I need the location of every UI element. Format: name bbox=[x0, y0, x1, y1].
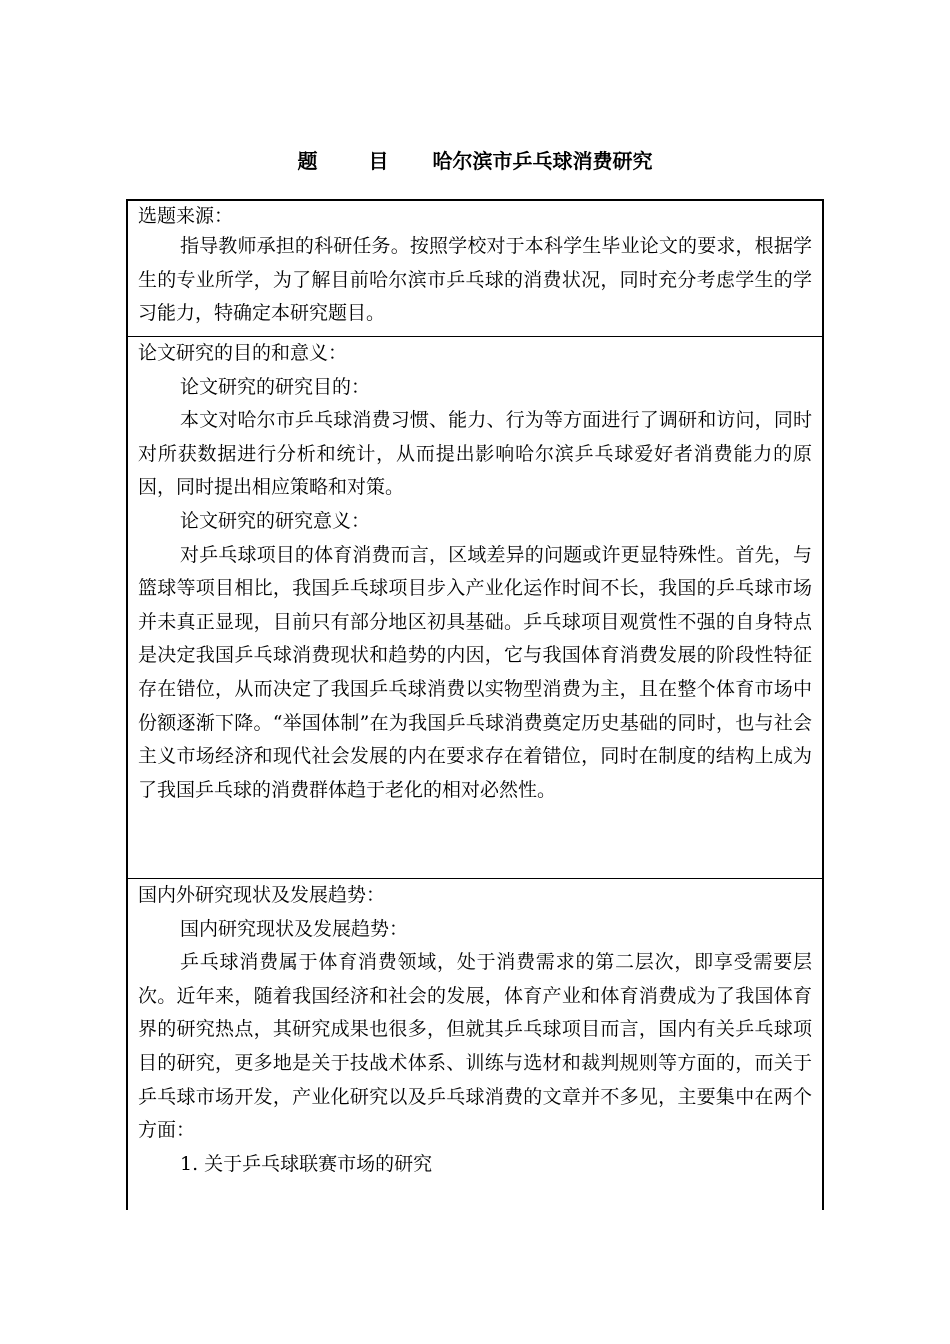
title-label: 题 目 bbox=[297, 149, 411, 173]
section-research-status bbox=[128, 879, 822, 1210]
subsection-heading: 国内研究现状及发展趋势： bbox=[180, 917, 409, 940]
title-text: 哈尔滨市乒乓球消费研究 bbox=[432, 149, 653, 173]
proposal-table bbox=[126, 199, 824, 1210]
list-item: 1. 关于乒乓球联赛市场的研究 bbox=[180, 1152, 433, 1175]
section-paragraph: 乒乓球消费属于体育消费领域，处于消费需求的第二层次，即享受需要层次。近年来，随着我国经济和社会的发展，体育产业和体育消费成为了我国体育界的研究热点，其研究成果也很多，但就其乒乓球项目而言，国内有关乒乓球项目的研究，更多地是关于技战术体系、训练与选材和裁判规则等方面的，而关于乒乓球市场开发，产业化研究以及乒乓球消费的文章并不多见，主要集中在两个方面： bbox=[138, 951, 812, 1142]
section-heading: 国内外研究现状及发展趋势： bbox=[138, 884, 386, 906]
section-paragraph: 对乒乓球项目的体育消费而言，区域差异的问题或许更显特殊性。首先，与篮球等项目相比，我国乒乓球项目步入产业化运作时间不长，我国的乒乓球市场并未真正显现，目前只有部分地区初具基础。乒乓球项目观赏性不强的自身特点是决定我国乒乓球消费现状和趋势的内因，它与我国体育消费发展的阶段性特征存在错位，从而决定了我国乒乓球消费以实物型消费为主，且在整个体育市场中份额逐渐下降。“举国体制”在为我国乒乓球消费奠定历史基础的同时，也与社会主义市场经济和现代社会发展的内在要求存在着错位，同时在制度的结构上成为了我国乒乓球的消费群体趋于老化的相对必然性。 bbox=[138, 543, 812, 801]
subsection-heading: 论文研究的研究目的： bbox=[180, 375, 371, 398]
section-purpose-significance bbox=[128, 337, 822, 879]
document-title bbox=[0, 146, 950, 176]
section-heading: 论文研究的目的和意义： bbox=[138, 342, 348, 364]
section-heading: 选题来源： bbox=[138, 205, 234, 227]
section-topic-source bbox=[128, 201, 822, 337]
section-paragraph: 指导教师承担的科研任务。按照学校对于本科学生毕业论文的要求，根据学生的专业所学，为了解目前哈尔滨市乒乓球的消费状况，同时充分考虑学生的学习能力，特确定本研究题目。 bbox=[138, 235, 812, 325]
section-paragraph: 本文对哈尔市乒乓球消费习惯、能力、行为等方面进行了调研和访问，同时对所获数据进行分析和统计，从而提出影响哈尔滨乒乓球爱好者消费能力的原因，同时提出相应策略和对策。 bbox=[138, 409, 812, 499]
subsection-heading: 论文研究的研究意义： bbox=[180, 509, 371, 532]
